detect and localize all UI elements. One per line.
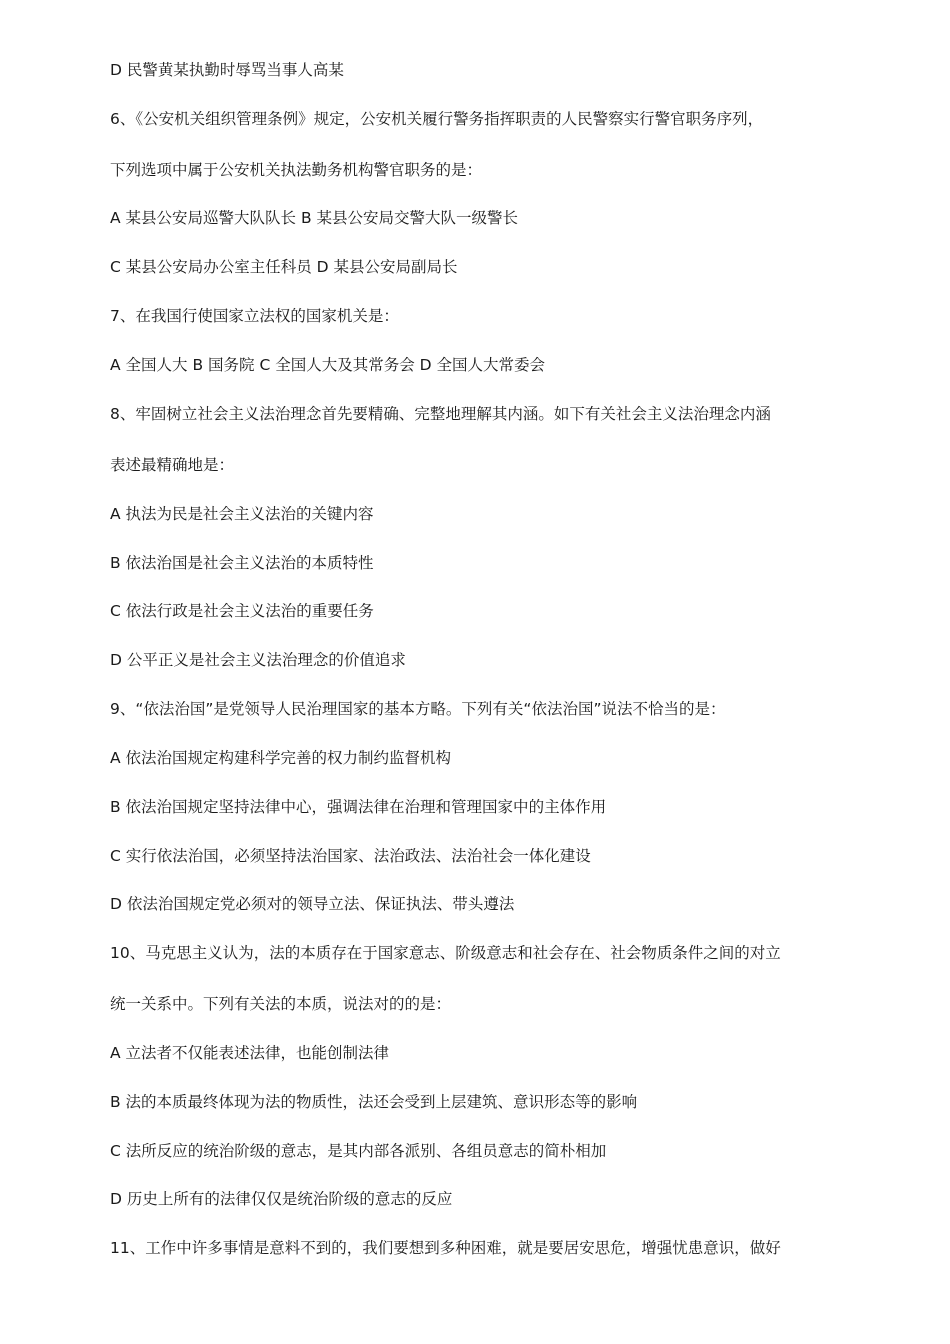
- option-8c: C 依法行政是社会主义法治的重要任务: [110, 602, 374, 620]
- option-10d: D 历史上所有的法律仅仅是统治阶级的意志的反应: [110, 1190, 453, 1208]
- question-10-line-1: 10、马克思主义认为，法的本质存在于国家意志、阶级意志和社会存在、社会物质条件之间的对立: [110, 944, 781, 962]
- option-8d: D 公平正义是社会主义法治理念的价值追求: [110, 651, 406, 669]
- option-8b: B 依法治国是社会主义法治的本质特性: [110, 554, 374, 572]
- question-9: 9、“依法治国”是党领导人民治理国家的基本方略。下列有关“依法治国”说法不恰当的是：: [110, 700, 726, 718]
- option-8a: A 执法为民是社会主义法治的关键内容: [110, 505, 374, 523]
- option-9a: A 依法治国规定构建科学完善的权力制约监督机构: [110, 749, 452, 767]
- option-9b: B 依法治国规定坚持法律中心，强调法律在治理和管理国家中的主体作用: [110, 798, 607, 816]
- question-8-line-1: 8、牢固树立社会主义法治理念首先要精确、完整地理解其内涵。如下有关社会主义法治理念内涵: [110, 405, 771, 423]
- question-10-line-2: 统一关系中。下列有关法的本质，说法对的的是：: [110, 995, 452, 1013]
- option-10a: A 立法者不仅能表述法律，也能创制法律: [110, 1044, 390, 1062]
- question-6-line-2: 下列选项中属于公安机关执法勤务机构警官职务的是：: [110, 161, 483, 179]
- option-10c: C 法所反应的统治阶级的意志，是其内部各派别、各组员意志的简朴相加: [110, 1142, 607, 1160]
- option-10b: B 法的本质最终体现为法的物质性，法还会受到上层建筑、意识形态等的影响: [110, 1093, 638, 1111]
- option-5d: D 民警黄某执勤时辱骂当事人高某: [110, 61, 344, 79]
- option-9d: D 依法治国规定党必须对的领导立法、保证执法、带头遵法: [110, 895, 515, 913]
- options-6-ab: A 某县公安局巡警大队队长 B 某县公安局交警大队一级警长: [110, 209, 519, 227]
- options-6-cd: C 某县公安局办公室主任科员 D 某县公安局副局长: [110, 258, 458, 276]
- question-8-line-2: 表述最精确地是：: [110, 456, 235, 474]
- options-7: A 全国人大 B 国务院 C 全国人大及其常务会 D 全国人大常委会: [110, 356, 545, 374]
- question-6-line-1: 6、《公安机关组织管理条例》规定，公安机关履行警务指挥职责的人民警察实行警官职务序列，: [110, 110, 764, 128]
- question-11-line-1: 11、工作中许多事情是意料不到的，我们要想到多种困难，就是要居安思危，增强忧患意识，做好: [110, 1239, 781, 1257]
- option-9c: C 实行依法治国，必须坚持法治国家、法治政法、法治社会一体化建设: [110, 847, 591, 865]
- question-7: 7、在我国行使国家立法权的国家机关是：: [110, 307, 399, 325]
